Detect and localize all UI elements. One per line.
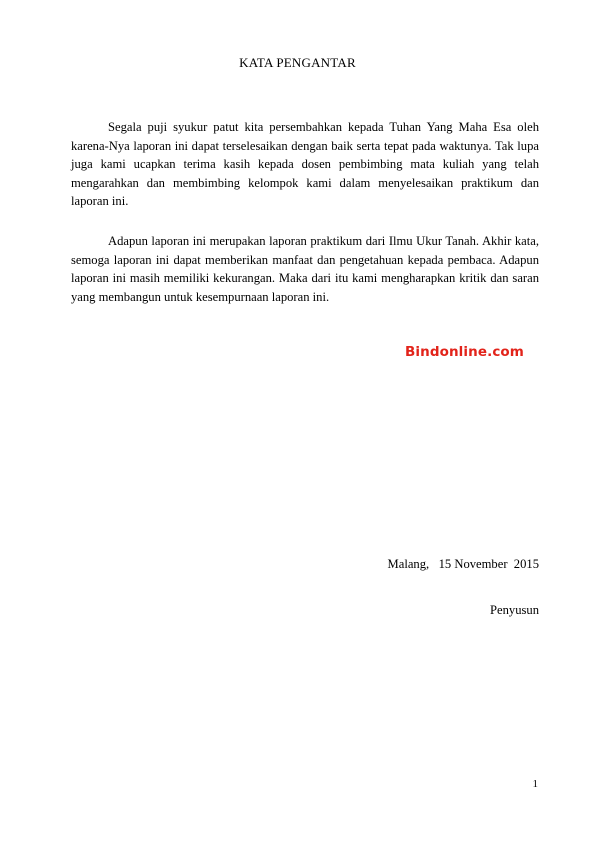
- page-title: KATA PENGANTAR: [239, 55, 356, 70]
- place-date: Malang, 15 November 2015: [387, 557, 539, 571]
- page-number: 1: [532, 778, 538, 790]
- paragraph-closing: Adapun laporan ini merupakan laporan praktikum dari Ilmu Ukur Tanah. Akhir kata, semoga laporan ini dapat memberikan manfaat dan pengetahuan kepada pembaca. Adapun laporan ini masih memiliki kekurangan. Maka dari itu kami mengharapkan kritik dan saran yang membangun untuk kesempurnaan laporan ini.: [71, 234, 539, 304]
- paragraph-acknowledgement: Segala puji syukur patut kita persembahkan kepada Tuhan Yang Maha Esa oleh karena-Nya laporan ini dapat terselesaikan dengan baik serta tepat pada waktunya. Tak lupa juga kami ucapkan terima kasih kepada dosen pembimbing mata kuliah yang telah mengarahkan dan membimbing kelompok kami dalam menyelesaikan praktikum dan laporan ini.: [71, 120, 539, 209]
- watermark-text: Bindonline.com: [405, 344, 524, 360]
- author-signature-label: Penyusun: [490, 603, 539, 617]
